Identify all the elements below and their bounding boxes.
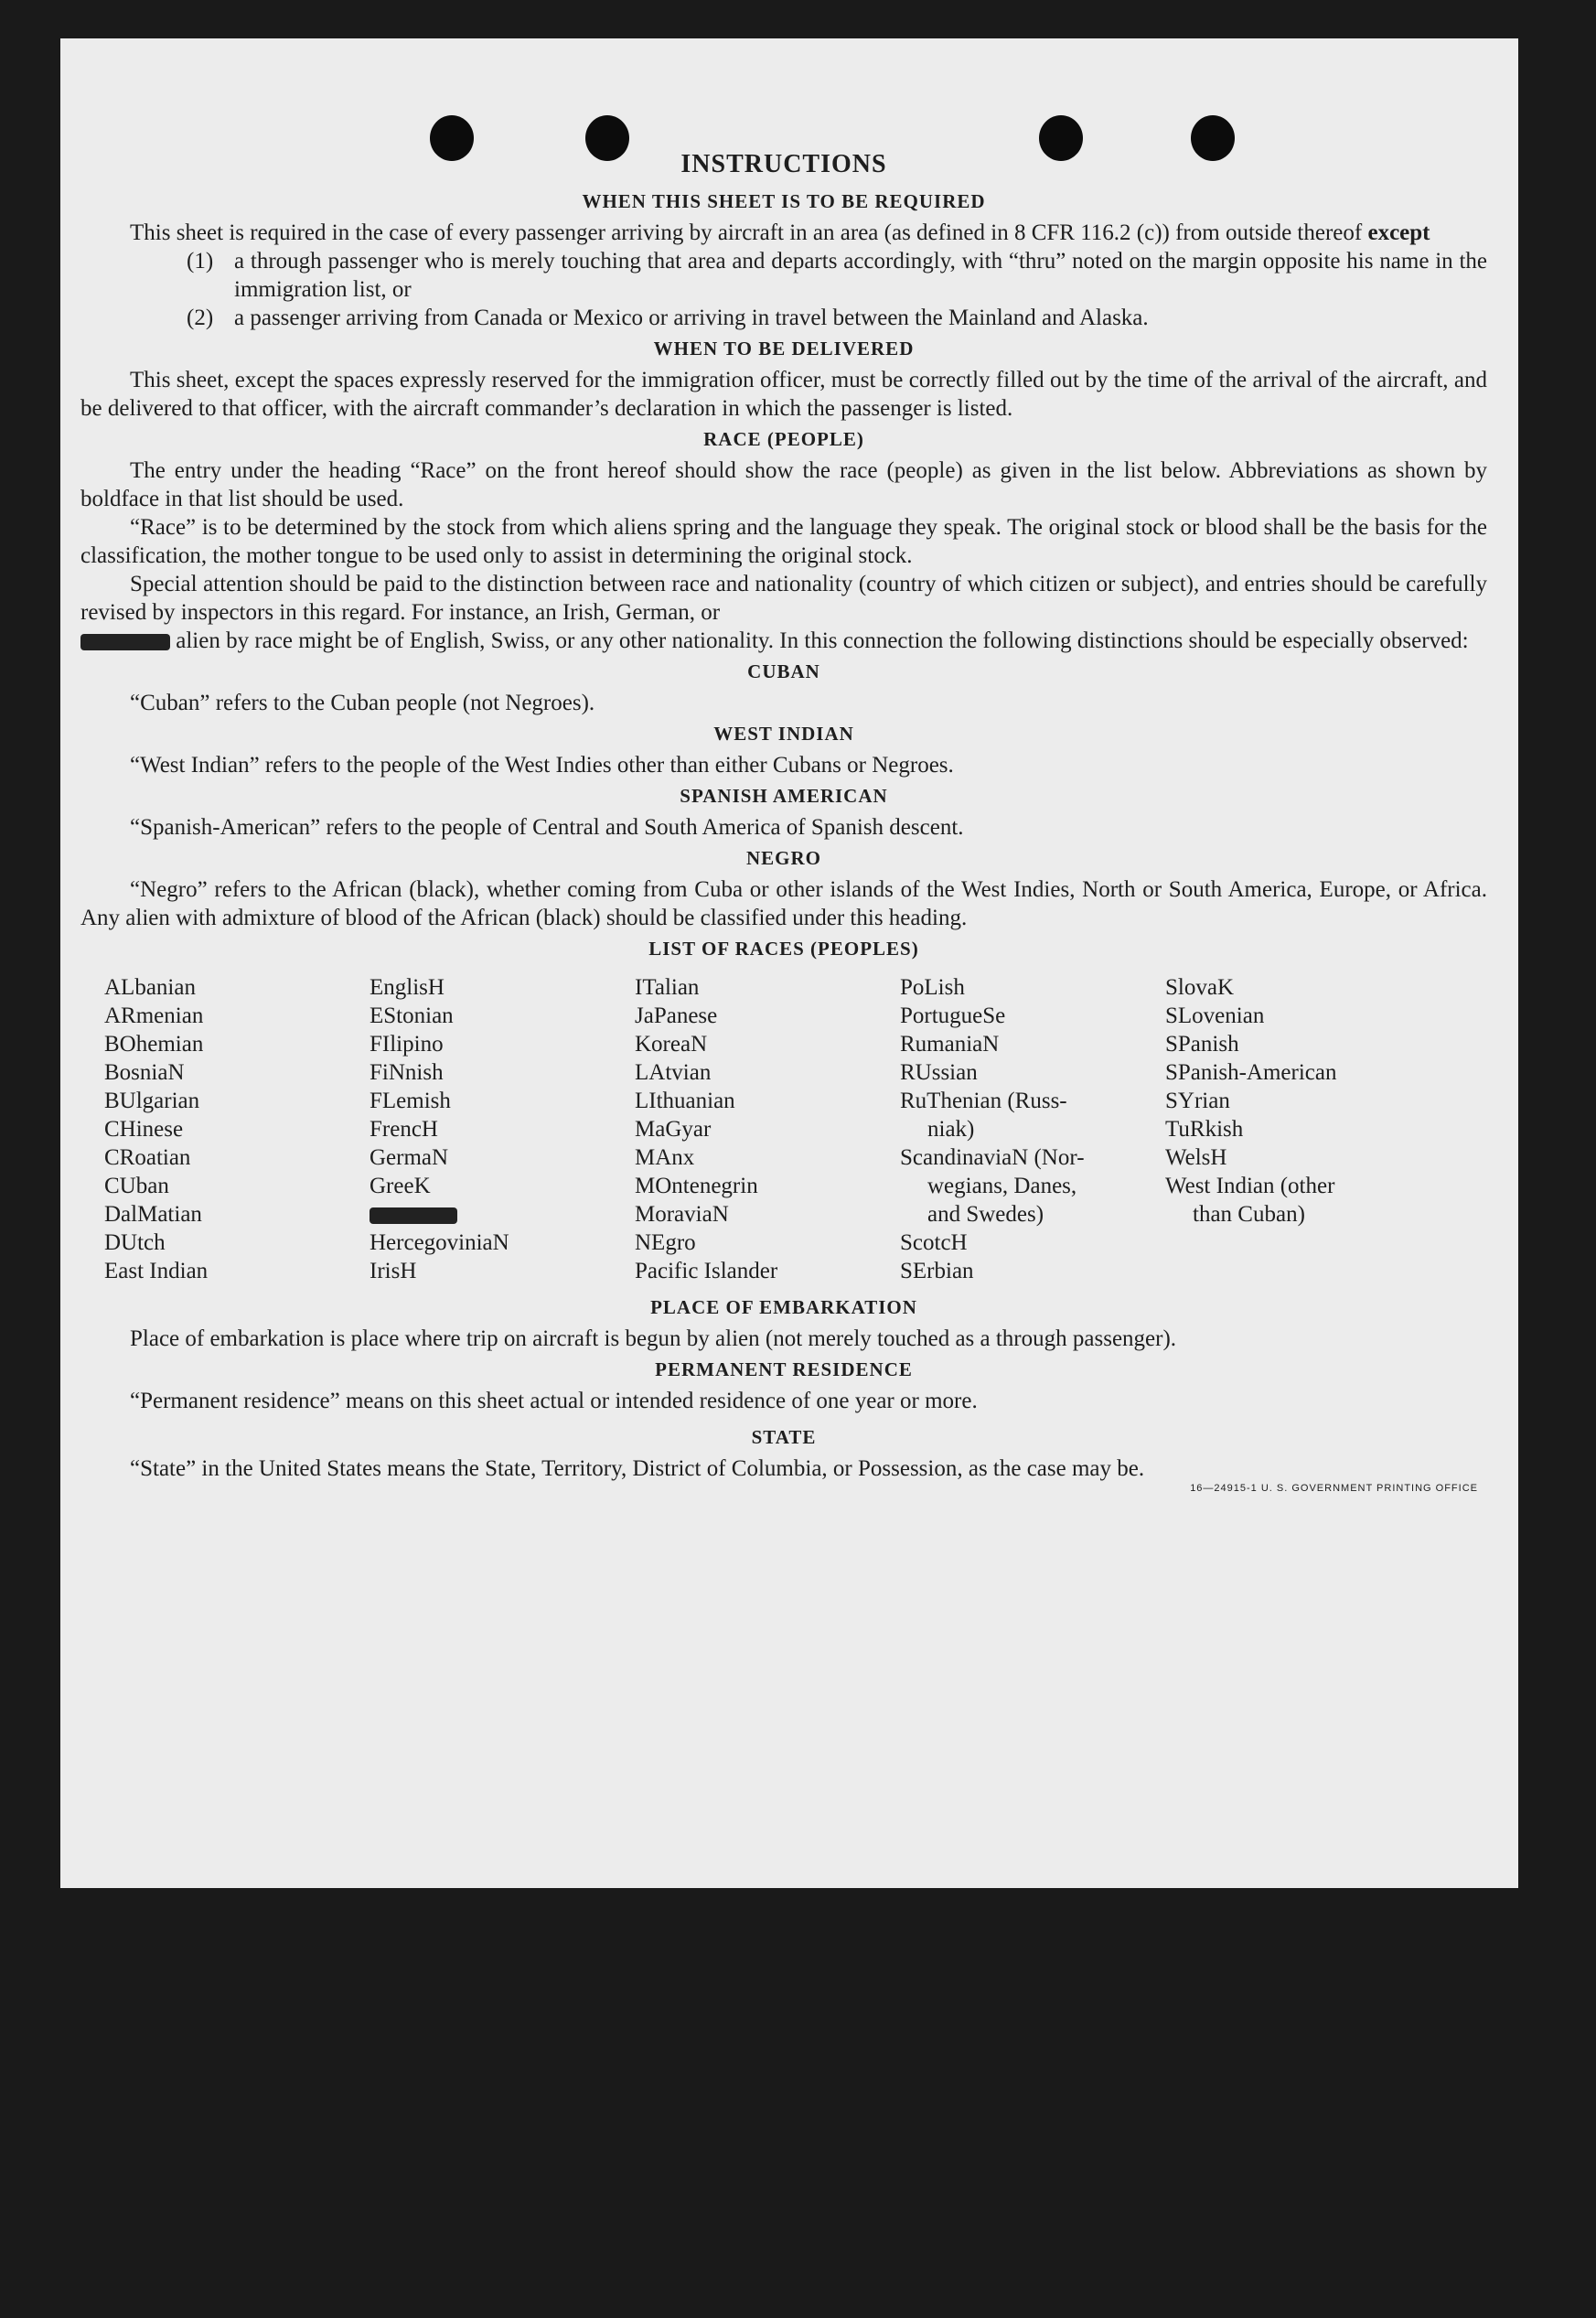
redaction-mark	[80, 634, 170, 650]
race-entry: LIthuanian	[635, 1089, 735, 1113]
heading-permanent-residence: PERMANENT RESIDENCE	[655, 1358, 913, 1380]
race-entry: EnglisH	[370, 975, 445, 1000]
race-paragraph-2: “Race” is to be determined by the stock from which aliens spring and the language they speak. The original stock or blood shall be the basis for the classification, the mother tongue to be used only to assist in determining the original stock.	[80, 515, 1487, 568]
redacted-race-entry	[370, 1200, 635, 1229]
race-entry: SlovaK	[1165, 975, 1234, 1000]
printing-office-footer: 16—24915-1 U. S. GOVERNMENT PRINTING OFFICE	[1190, 1483, 1478, 1494]
race-entry: and Swedes)	[927, 1202, 1044, 1227]
punch-hole	[585, 115, 629, 161]
race-entry: ARmenian	[104, 1003, 204, 1028]
race-entry: niak)	[927, 1117, 975, 1142]
heading-race: RACE (PEOPLE)	[703, 428, 864, 450]
race-paragraph-3b: alien by race might be of English, Swiss, or any other nationality. In this connection the following distinctions should be especially observed:	[176, 628, 1469, 653]
heading-list-of-races: LIST OF RACES (PEOPLES)	[648, 938, 919, 960]
race-entry: MAnx	[635, 1145, 695, 1170]
race-entry: FIlipino	[370, 1032, 444, 1057]
required-intro-text: This sheet is required in the case of every passenger arriving by aircraft in an area (as defined in 8 CFR 116.2 (c)) from outside thereof	[130, 220, 1363, 245]
item-number: (2)	[187, 306, 214, 330]
race-entry: BOhemian	[104, 1032, 204, 1057]
race-entry: RuThenian (Russ-	[900, 1089, 1067, 1113]
race-entry: FrencH	[370, 1117, 438, 1142]
race-entry: NEgro	[635, 1230, 696, 1255]
footer-row	[80, 1483, 1487, 1494]
heading-when-delivered: WHEN TO BE DELIVERED	[653, 338, 915, 360]
races-column	[370, 973, 635, 1285]
item-text: a passenger arriving from Canada or Mexico or arriving in travel between the Mainland and Alaska.	[234, 306, 1149, 330]
heading-negro: NEGRO	[745, 847, 821, 869]
race-entry: GreeK	[370, 1174, 431, 1198]
race-entry: SPanish	[1165, 1032, 1239, 1057]
race-entry: BUlgarian	[104, 1089, 200, 1113]
race-entry: WelsH	[1165, 1145, 1227, 1170]
redaction-mark	[370, 1207, 457, 1224]
races-column	[104, 973, 370, 1285]
race-entry: SLovenian	[1165, 1003, 1265, 1028]
negro-text: “Negro” refers to the African (black), whether coming from Cuba or other islands of the West Indies, North or South America, Europe, or Africa. Any alien with admixture of blood of the African (black) should be classified under this heading.	[80, 877, 1487, 930]
race-entry: BosniaN	[104, 1060, 185, 1085]
heading-west-indian: WEST INDIAN	[713, 723, 854, 745]
race-entry: ITalian	[635, 975, 700, 1000]
heading-cuban: CUBAN	[747, 660, 820, 682]
race-entry: DUtch	[104, 1230, 166, 1255]
heading-spanish-american: SPANISH AMERICAN	[680, 785, 888, 807]
race-entry: ScotcH	[900, 1230, 968, 1255]
races-column	[900, 973, 1165, 1285]
race-entry: FiNnish	[370, 1060, 444, 1085]
except-word: except	[1367, 220, 1430, 245]
race-entry: wegians, Danes,	[927, 1174, 1077, 1198]
races-column	[1165, 973, 1430, 1285]
race-entry: MoraviaN	[635, 1202, 729, 1227]
state-text: “State” in the United States means the State, Territory, District of Columbia, or Possession, as the case may be.	[130, 1456, 1145, 1481]
race-entry: HercegoviniaN	[370, 1230, 509, 1255]
race-entry: LAtvian	[635, 1060, 712, 1085]
race-paragraph-3a: Special attention should be paid to the distinction between race and nationality (country of which citizen or subject), and entries should be carefully revised by inspectors in this regard. For instance, an Irish, German, or	[80, 572, 1487, 625]
race-paragraph-1: The entry under the heading “Race” on the front hereof should show the race (people) as given in the list below. Abbreviations as shown by boldface in that list should be used.	[80, 458, 1487, 511]
race-entry: CRoatian	[104, 1145, 191, 1170]
race-entry: GermaN	[370, 1145, 449, 1170]
residence-text: “Permanent residence” means on this sheet actual or intended residence of one year or more.	[130, 1389, 978, 1413]
race-entry: ALbanian	[104, 975, 196, 1000]
race-entry: JaPanese	[635, 1003, 718, 1028]
race-entry: CHinese	[104, 1117, 184, 1142]
spanish-american-text: “Spanish-American” refers to the people of Central and South America of Spanish descent.	[130, 815, 964, 840]
race-entry: PoLish	[900, 975, 965, 1000]
race-entry: SPanish-American	[1165, 1060, 1337, 1085]
instruction-sheet	[60, 38, 1518, 1888]
race-entry: FLemish	[370, 1089, 451, 1113]
races-column	[635, 973, 900, 1285]
race-entry: MaGyar	[635, 1117, 712, 1142]
exception-item	[187, 247, 1487, 304]
race-entry: West Indian (other	[1165, 1174, 1335, 1198]
required-intro	[80, 219, 1487, 247]
document-title: INSTRUCTIONS	[680, 150, 887, 178]
race-paragraph-3	[80, 570, 1487, 655]
race-entry: RUssian	[900, 1060, 978, 1085]
race-entry: PortugueSe	[900, 1003, 1006, 1028]
race-entry: RumaniaN	[900, 1032, 1000, 1057]
cuban-text: “Cuban” refers to the Cuban people (not Negroes).	[130, 691, 595, 715]
punch-hole	[1191, 115, 1235, 161]
races-list	[104, 973, 1487, 1285]
race-entry: TuRkish	[1165, 1117, 1244, 1142]
west-indian-text: “West Indian” refers to the people of the West Indies other than either Cubans or Negroes.	[130, 753, 954, 778]
item-number: (1)	[187, 249, 214, 274]
race-entry: SErbian	[900, 1259, 974, 1283]
race-entry: MOntenegrin	[635, 1174, 758, 1198]
race-entry: than Cuban)	[1193, 1202, 1305, 1227]
punch-hole	[430, 115, 474, 161]
race-entry: IrisH	[370, 1259, 417, 1283]
exception-item	[187, 304, 1487, 332]
race-entry: CUban	[104, 1174, 169, 1198]
race-entry: Pacific Islander	[635, 1259, 778, 1283]
punch-hole	[1039, 115, 1083, 161]
embarkation-text: Place of embarkation is place where trip on aircraft is begun by alien (not merely touched as a through passenger).	[130, 1326, 1177, 1351]
race-entry: ScandinaviaN (Nor-	[900, 1145, 1085, 1170]
heading-state: STATE	[751, 1426, 817, 1448]
heading-place-of-embarkation: PLACE OF EMBARKATION	[650, 1296, 917, 1318]
race-entry: KoreaN	[635, 1032, 708, 1057]
item-text: a through passenger who is merely touching that area and departs accordingly, with “thru” noted on the margin opposite his name in the immigration list, or	[234, 249, 1487, 302]
race-entry: East Indian	[104, 1259, 209, 1283]
race-entry: SYrian	[1165, 1089, 1230, 1113]
race-entry: EStonian	[370, 1003, 454, 1028]
delivered-text: This sheet, except the spaces expressly reserved for the immigration officer, must be correctly filled out by the time of the arrival of the aircraft, and be delivered to that officer, with the aircraft commander’s declaration in which the passenger is listed.	[80, 368, 1487, 421]
heading-when-required: WHEN THIS SHEET IS TO BE REQUIRED	[582, 190, 986, 212]
race-entry: DalMatian	[104, 1202, 202, 1227]
